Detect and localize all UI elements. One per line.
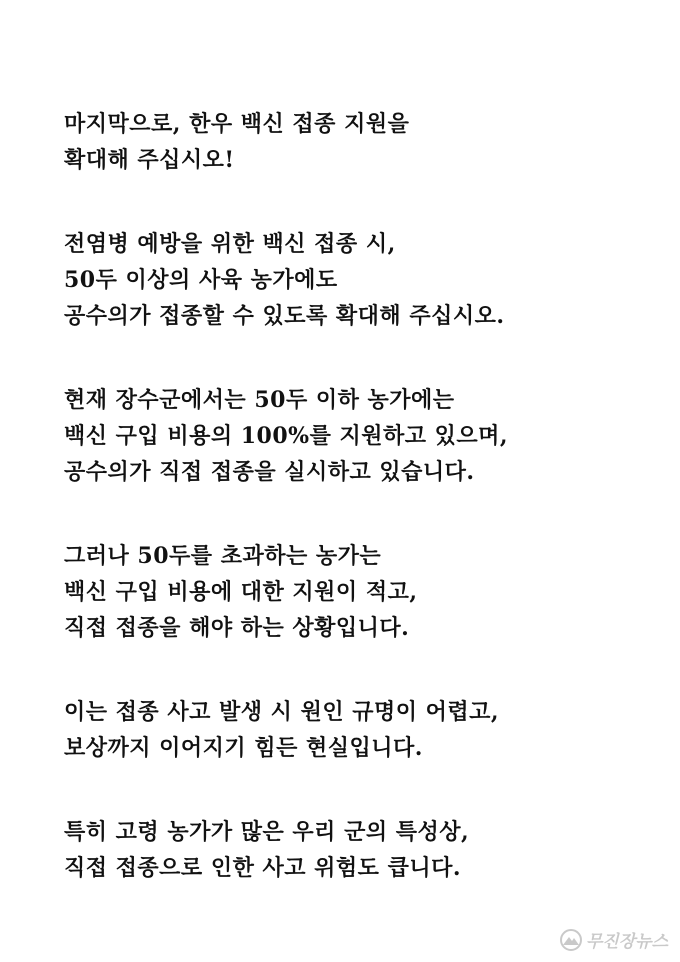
paragraph-6	[64, 814, 664, 886]
paragraph-2	[64, 226, 664, 334]
text-line: 공수의가 직접 접종을 실시하고 있습니다.	[64, 459, 475, 485]
text-line: 보상까지 이어지기 힘든 현실입니다.	[64, 735, 423, 761]
text-line: 공수의가 접종할 수 있도록 확대해 주십시오.	[64, 303, 505, 329]
text-line: 백신 구입 비용의 100%를 지원하고 있으며,	[64, 423, 509, 449]
paragraph-3	[64, 382, 664, 490]
text-line: 확대해 주십시오!	[64, 147, 235, 173]
text-line: 그러나 50두를 초과하는 농가는	[64, 543, 382, 569]
text-line: 직접 접종을 해야 하는 상황입니다.	[64, 615, 410, 641]
watermark	[560, 927, 668, 952]
document-body	[64, 106, 664, 934]
paragraph-1	[64, 106, 664, 178]
text-line: 전염병 예방을 위한 백신 접종 시,	[64, 231, 396, 257]
paragraph-4	[64, 538, 664, 646]
text-line: 마지막으로, 한우 백신 접종 지원을	[64, 111, 410, 137]
watermark-text: 무진장뉴스	[585, 932, 668, 952]
text-line: 특히 고령 농가가 많은 우리 군의 특성상,	[64, 819, 470, 845]
mountain-logo-icon	[560, 929, 582, 951]
paragraph-5	[64, 694, 664, 766]
text-line: 백신 구입 비용에 대한 지원이 적고,	[64, 579, 418, 605]
text-line: 직접 접종으로 인한 사고 위험도 큽니다.	[64, 855, 461, 881]
text-line: 이는 접종 사고 발생 시 원인 규명이 어렵고,	[64, 699, 500, 725]
text-line: 50두 이상의 사육 농가에도	[64, 267, 338, 293]
text-line: 현재 장수군에서는 50두 이하 농가에는	[64, 387, 455, 413]
